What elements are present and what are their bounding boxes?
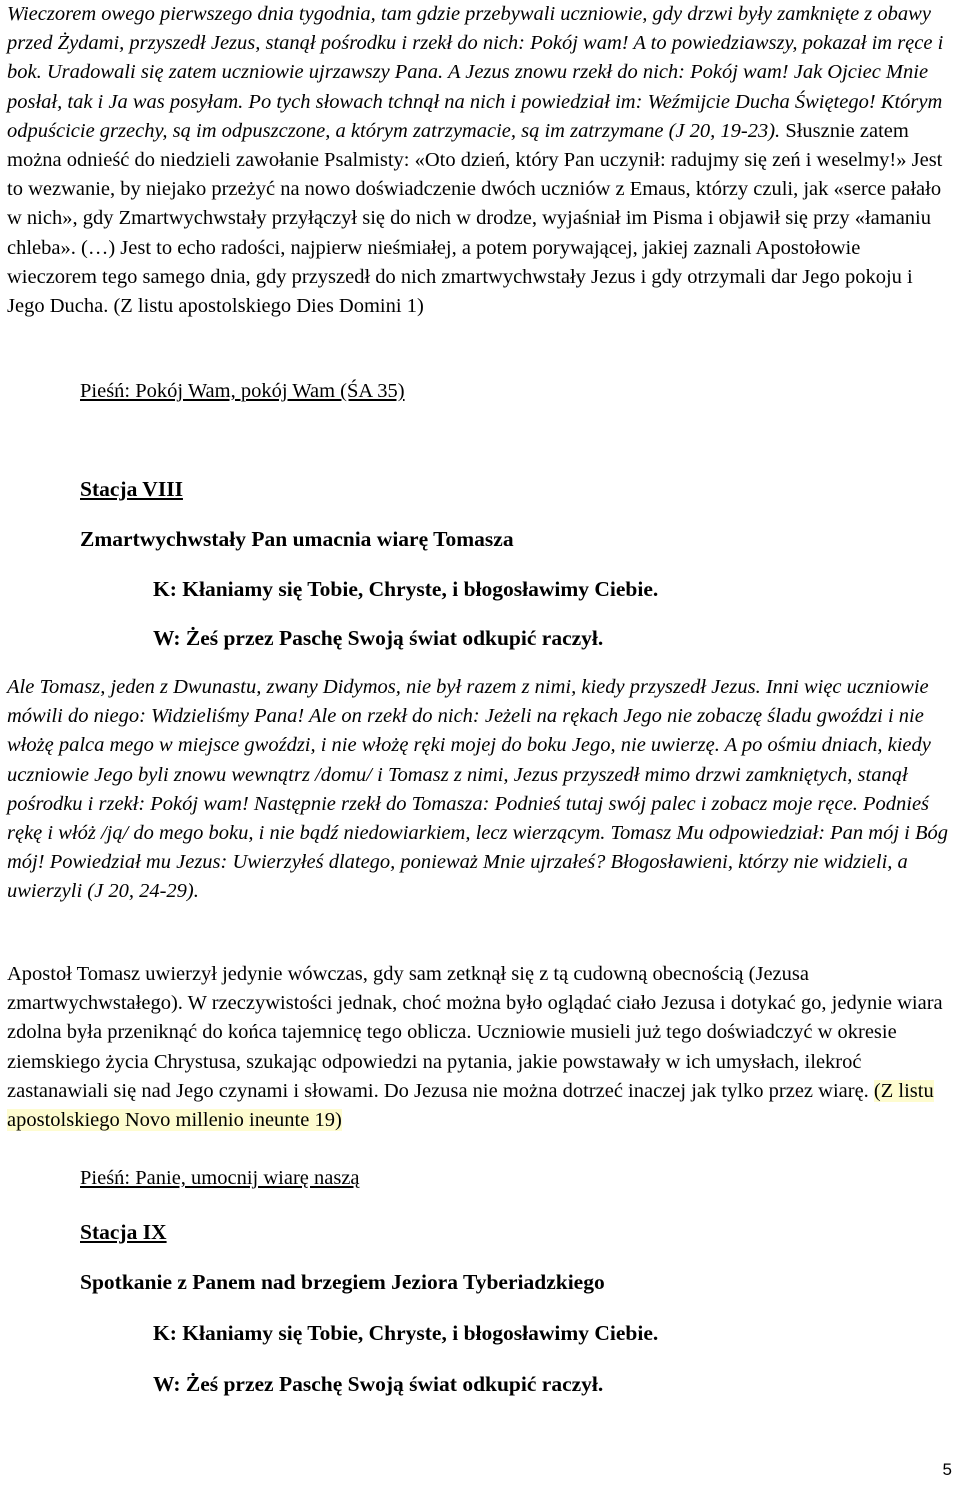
page-number: 5 — [942, 1460, 952, 1479]
song-title: Pieśń: Panie, umocnij wiarę naszą — [80, 1167, 360, 1189]
station-title: Spotkanie z Panem nad brzegiem Jeziora Tyberiadzkiego — [80, 1270, 605, 1294]
commentary-text: Apostoł Tomasz uwierzył jedynie wówczas, gdy sam zetknął się z tą cudowną obecnością (Jezusa zmartwychwstałego). W rzeczywistości jednak, choć można było oglądać ciało Jezusa i dotykać go, jedynie wiara zdolna była przeniknąć do końca tajemnicę tego oblicza. Uczniowie musieli już tego doświadczyć w okresie ziemskiego życia Chrystusa, szukając odpowiedzi na pytania, jakie powstawały w ich umysłach, ilekroć zastanawiali się nad Jego czynami i słowami. Do Jezusa nie można dotrzeć inaczej jak tylko przez wiarę. — [7, 963, 943, 1102]
gospel-quote: Wieczorem owego pierwszego dnia tygodnia, tam gdzie przebywali uczniowie, gdy drzwi były zamknięte z obawy przed Żydami, przyszedł Jezus, stanął pośrodku i rzekł do nich: Pokój wam! A to powiedziawszy, pokazał im ręce i bok. Uradowali się zatem uczniowie ujrzawszy Pana. A Jezus znowu rzekł do nich: Pokój wam! Jak Ojciec Mnie posłał, tak i Ja was posyłam. Po tych słowach tchnął na nich i powiedział im: Weźmijcie Ducha Świętego! Którym odpuścicie grzechy, są im odpuszczone, a którym zatrzymacie, są im zatrzymane (J 20, 19-23). — [7, 3, 944, 142]
dies-domini-commentary: Słusznie zatem można odnieść do niedzieli zawołanie Psalmisty: «Oto dzień, który Pan uczynił: radujmy się zeń i weselmy!» Jest to wezwanie, by niejako przeżyć na nowo doświadczenie dwóch uczniów z Emaus, którzy czuli, jak «serce pałało w nich», gdy Zmartwychwstały przyłączył się do nich w drodze, wyjaśniał im Pisma i objawił się przy «łamaniu chleba». (…) Jest to echo radości, najpierw nieśmiałej, a potem porywającej, jakiej zaznali Apostołowie wieczorem tego samego dnia, gdy przyszedł do nich zmartwychwstały Jezus i gdy otrzymali dar Jego pokoju i Jego Ducha. (Z listu apostolskiego Dies Domini 1) — [7, 119, 943, 318]
response-w: W: Żeś przez Paschę Swoją świat odkupić raczył. — [153, 626, 604, 650]
song-title: Pieśń: Pokój Wam, pokój Wam (ŚA 35) — [80, 380, 405, 402]
gospel-paragraph-john-20-19 — [7, 0, 955, 321]
station-heading: Stacja IX — [80, 1220, 167, 1244]
response-w: W: Żeś przez Paschę Swoją świat odkupić raczył. — [153, 1372, 604, 1396]
station-title: Zmartwychwstały Pan umacnia wiarę Tomasza — [80, 527, 514, 551]
novo-millenio-paragraph — [7, 960, 955, 1135]
response-k: K: Kłaniamy się Tobie, Chryste, i błogosławimy Ciebie. — [153, 1321, 659, 1345]
highlighted-citation: (Z listu apostolskiego Novo millenio ineunte 19) — [7, 1079, 934, 1132]
gospel-paragraph-john-20-24: Ale Tomasz, jeden z Dwunastu, zwany Didymos, nie był razem z nimi, kiedy przyszedł Jezus. Inni więc uczniowie mówili do niego: Widzieliśmy Pana! Ale on rzekł do nich: Jeżeli na rękach Jego nie zobaczę śladu gwoździ i nie włożę palca mego w miejsce gwoździ, i nie włożę ręki mojej do boku Jego, nie uwierzę. A po ośmiu dniach, kiedy uczniowie Jego byli znowu wewnątrz /domu/ i Tomasz z nimi, Jezus przyszedł mimo drzwi zamkniętych, stanął pośrodku i rzekł: Pokój wam! Następnie rzekł do Tomasza: Podnieś tutaj swój palec i zobacz moje ręce. Podnieś rękę i włóż /ją/ do mego boku, i nie bądź niedowiarkiem, lecz wierzącym. Tomasz Mu odpowiedział: Pan mój i Bóg mój! Powiedział mu Jezus: Uwierzyłeś dlatego, ponieważ Mnie ujrzałeś? Błogosławieni, którzy nie widzieli, a uwierzyli (J 20, 24-29). — [7, 676, 949, 903]
station-heading: Stacja VIII — [80, 477, 183, 501]
response-k: K: Kłaniamy się Tobie, Chryste, i błogosławimy Ciebie. — [153, 577, 659, 601]
